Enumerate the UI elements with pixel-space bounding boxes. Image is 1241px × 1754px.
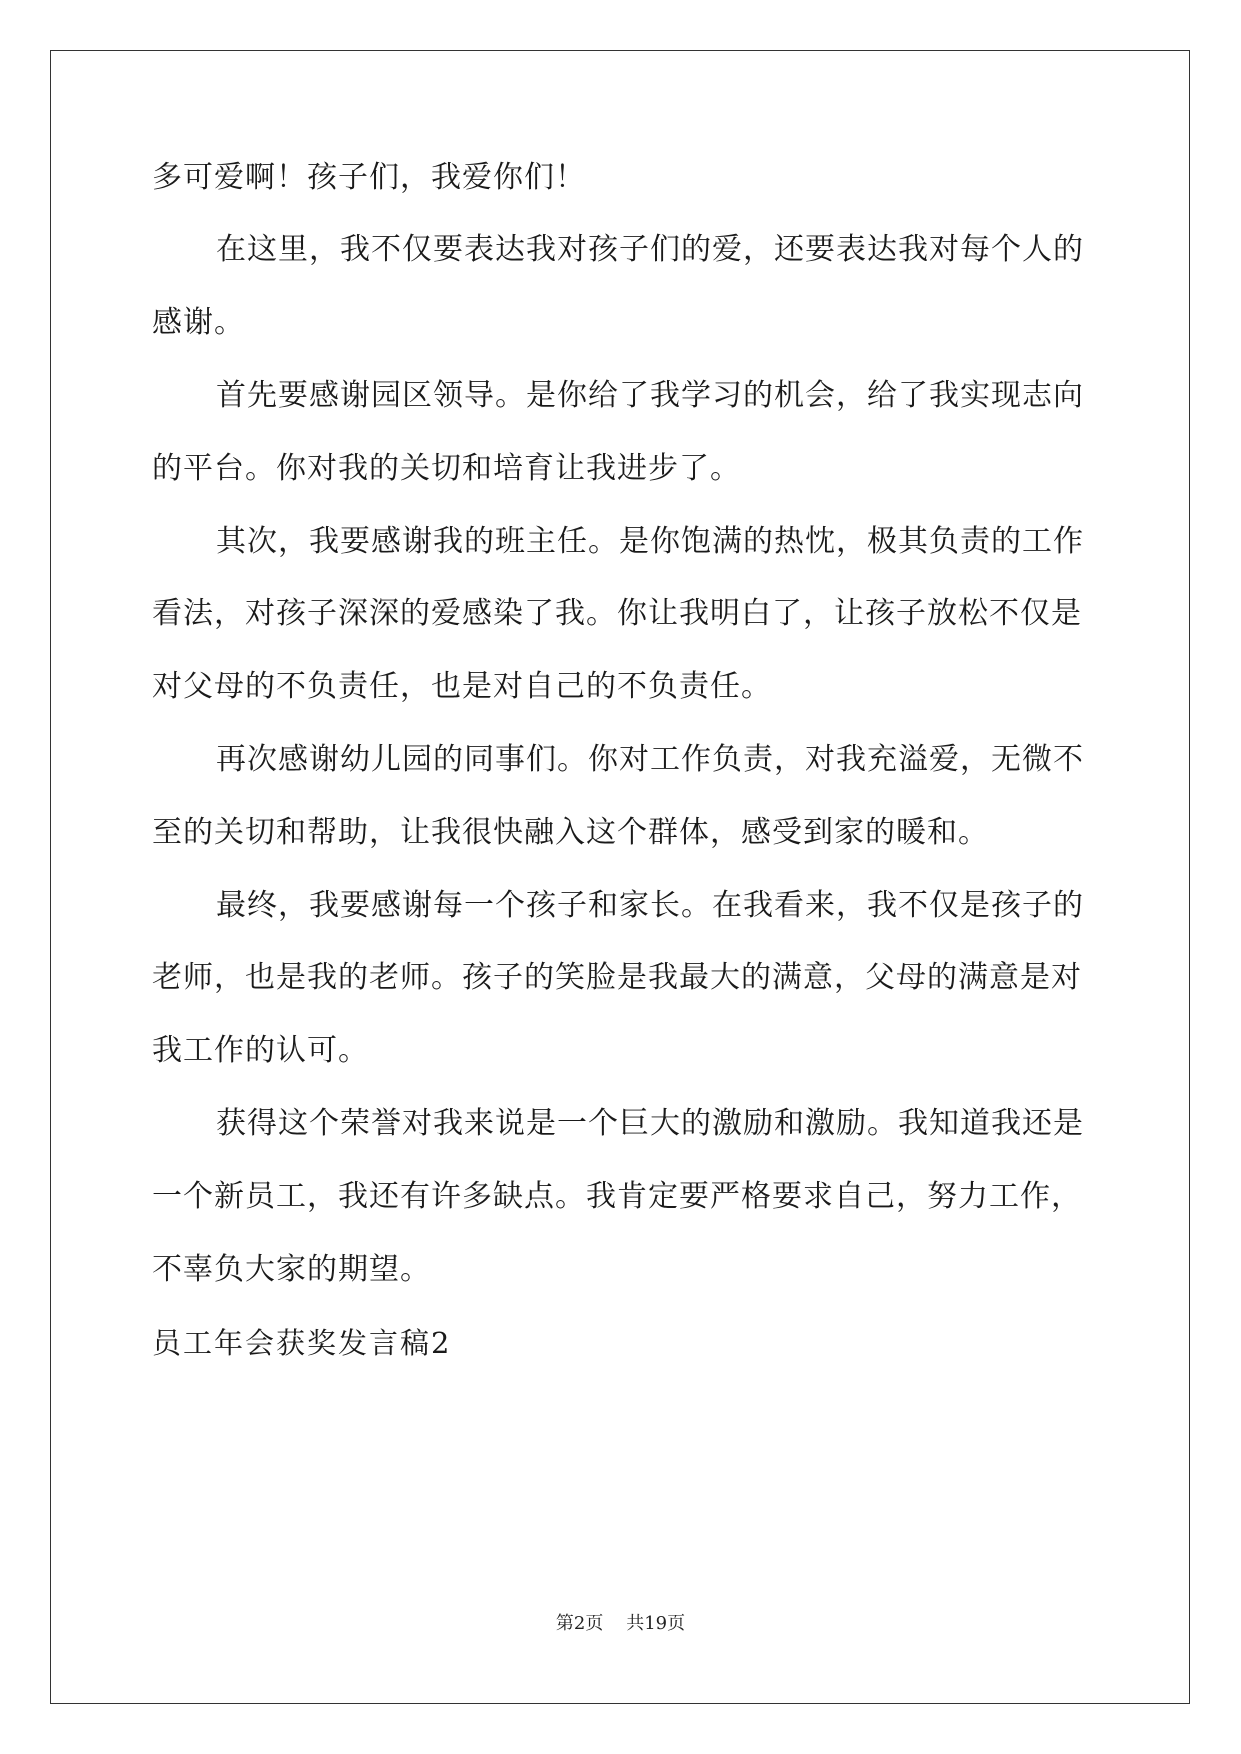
text-line: 至的关切和帮助，让我很快融入这个群体，感受到家的暖和。 [152,815,989,850]
text-line: 一个新员工，我还有许多缺点。我肯定要严格要求自己，努力工作， [152,1179,1082,1214]
page-number-label: 第2页 共19页 [555,1613,686,1634]
text-line: 看法，对孩子深深的爱感染了我。你让我明白了，让孩子放松不仅是 [152,596,1082,631]
page-border [50,50,1190,1704]
text-line: 我工作的认可。 [152,1033,369,1068]
page-footer [0,1609,1241,1635]
paragraph-start-line: 其次，我要感谢我的班主任。是你饱满的热忱，极其负责的工作 [216,524,1084,559]
text-line: 老师，也是我的老师。孩子的笑脸是我最大的满意，父母的满意是对 [152,960,1082,995]
paragraph-start-line: 最终，我要感谢每一个孩子和家长。在我看来，我不仅是孩子的 [216,888,1084,923]
paragraph-start-line: 获得这个荣誉对我来说是一个巨大的激励和激励。我知道我还是 [216,1106,1084,1141]
text-line: 多可爱啊！孩子们，我爱你们！ [152,160,586,195]
text-line: 感谢。 [152,305,245,340]
section-heading: 员工年会获奖发言稿2 [152,1326,452,1360]
paragraph-start-line: 在这里，我不仅要表达我对孩子们的爱，还要表达我对每个人的 [216,232,1084,267]
paragraph-start-line: 再次感谢幼儿园的同事们。你对工作负责，对我充溢爱，无微不 [216,742,1084,777]
text-line: 对父母的不负责任，也是对自己的不负责任。 [152,669,772,704]
paragraph-start-line: 首先要感谢园区领导。是你给了我学习的机会，给了我实现志向 [216,378,1084,413]
text-line: 的平台。你对我的关切和培育让我进步了。 [152,451,741,486]
text-line: 不辜负大家的期望。 [152,1252,431,1287]
